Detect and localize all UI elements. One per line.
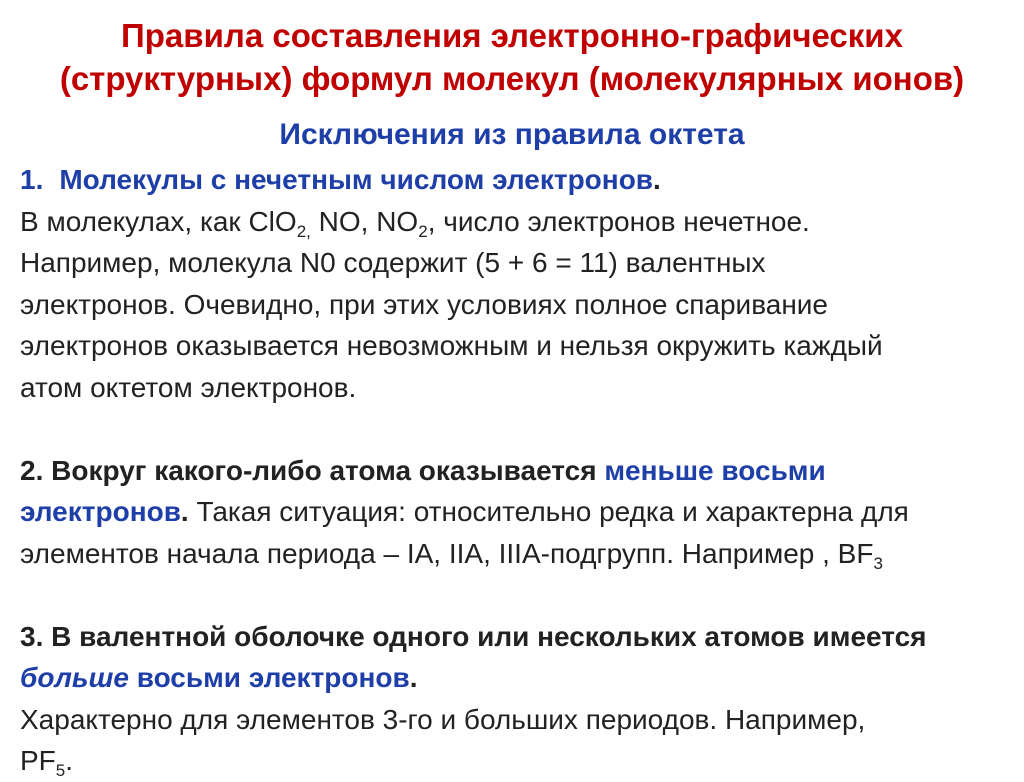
subscript: 2 (418, 221, 428, 241)
section-2-text: Такая ситуация: относительно редка и характерна для (188, 496, 909, 527)
section-3-line-4 (20, 740, 1010, 782)
subscript: 3 (873, 553, 883, 573)
section-1-line-3: электронов. Очевидно, при этих условиях полное спаривание (20, 288, 829, 320)
slide-subtitle: Исключения из правила октета (279, 118, 745, 151)
section-2-line-2 (20, 491, 1010, 533)
section-2-line-1 (20, 450, 1010, 492)
section-2-line-3 (20, 533, 1010, 575)
section-3-line-3: Характерно для элементов 3-го и больших периодов. Например, (20, 703, 866, 735)
section-1-line-2: Например, молекула N0 содержит (5 + 6 = 11) валентных (20, 247, 766, 278)
section-3-line-4-text: PF (20, 745, 56, 776)
section-1-heading-text: Молекулы с нечетным числом электронов (59, 164, 654, 195)
section-1-line-1-part-c: , число электронов нечетное. (427, 205, 810, 237)
slide-body (20, 159, 1010, 782)
section-1-heading (20, 159, 1010, 201)
section-3-heading-dot: . (409, 662, 418, 693)
title-line-2: (структурных) формул молекул (молекулярных ионов) (59, 60, 965, 97)
section-3-highlight: восьми электронов (128, 662, 410, 693)
section-1-line-1-part-a: В молекулах, как ClO (20, 205, 297, 237)
section-1-line-1 (20, 201, 1010, 243)
section-2-heading: 2. Вокруг какого-либо атома оказывается (20, 454, 605, 486)
title-line-1: Правила составления электронно-графических (121, 17, 903, 54)
subscript: 5 (55, 761, 66, 780)
section-1-number: 1. (20, 164, 44, 195)
subscript: 2, (296, 221, 311, 241)
section-3-line-2 (20, 657, 1010, 699)
section-2-heading-dot: . (180, 496, 189, 527)
slide-title (20, 14, 1004, 100)
section-3-highlight-italic: больше (20, 662, 129, 693)
section-2-line-3-text: элементов начала периода – IA, IIA, IIIA-подгрупп. Например , BF (20, 537, 874, 569)
section-3-line-4-dot: . (65, 745, 74, 776)
section-1-line-4: электронов оказывается невозможным и нельзя окружить каждый (20, 330, 883, 361)
section-1-heading-dot: . (653, 164, 661, 195)
section-3-heading: 3. В валентной оболочке одного или нескольких атомов имеется (20, 620, 927, 652)
section-1-line-1-part-b: NO, NO (310, 205, 419, 237)
section-1-line-5: атом октетом электронов. (20, 371, 357, 403)
section-2-heading-highlight-1: меньше восьми (604, 454, 826, 486)
section-2-heading-highlight-2: электронов (20, 496, 181, 527)
